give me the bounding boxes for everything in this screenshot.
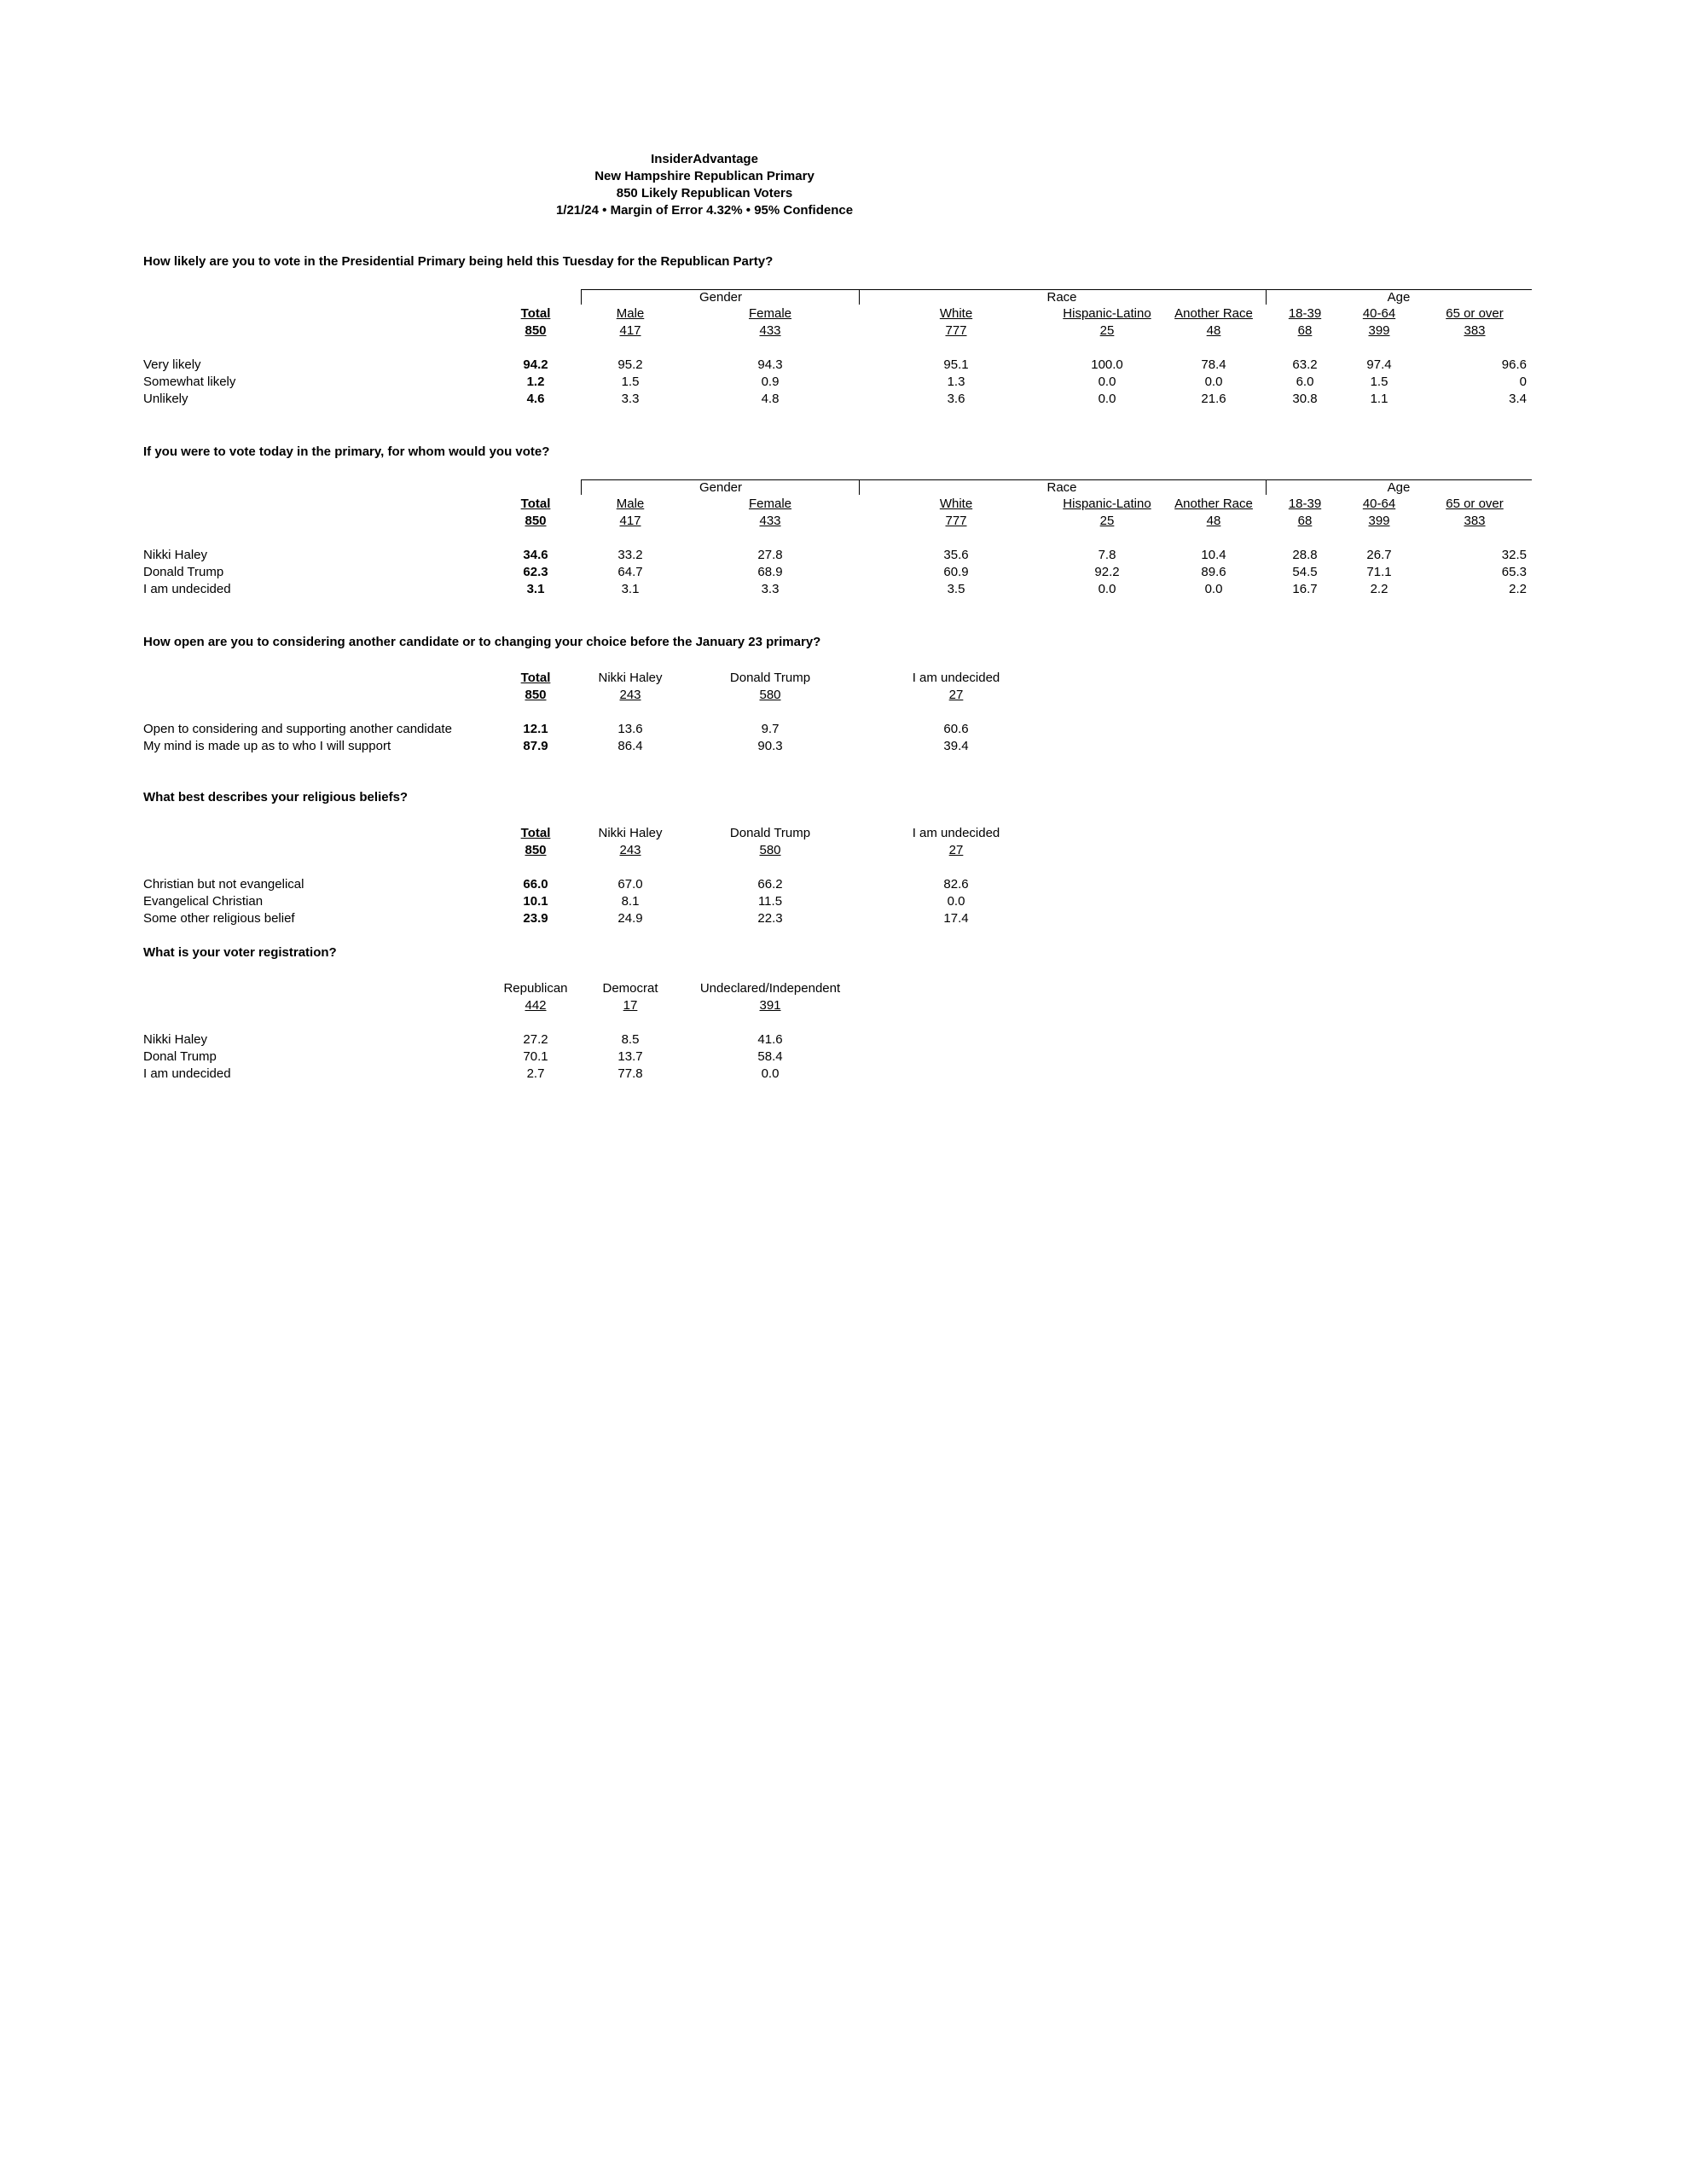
cell-value: 1.3	[947, 375, 965, 389]
row-label: Christian but not evangelical	[143, 877, 304, 892]
report-title: New Hampshire Republican Primary	[594, 169, 815, 183]
cell-value: 23.9	[523, 911, 548, 926]
cell-value: 24.9	[617, 911, 643, 926]
column-header: Total	[520, 497, 551, 511]
group-header: Gender	[699, 480, 743, 495]
cell-value: 96.6	[1501, 357, 1527, 372]
cell-value: 7.8	[1098, 548, 1116, 562]
cell-value: 0.0	[1204, 582, 1223, 596]
cell-value: 13.7	[617, 1049, 643, 1064]
row-label: Nikki Haley	[143, 1032, 208, 1047]
cell-value: 1.5	[1370, 375, 1388, 389]
cell-value: 63.2	[1292, 357, 1318, 372]
column-base-n: 433	[759, 323, 781, 338]
group-header: Age	[1387, 290, 1411, 305]
column-base-n: 850	[525, 323, 547, 338]
cell-value: 1.5	[621, 375, 640, 389]
cell-value: 11.5	[757, 894, 783, 909]
cell-value: 3.3	[761, 582, 780, 596]
cell-value: 95.1	[943, 357, 969, 372]
q5-question: What is your voter registration?	[143, 945, 337, 960]
column-base-n: 27	[948, 688, 964, 702]
cell-value: 6.0	[1296, 375, 1314, 389]
column-header: 65 or over	[1446, 306, 1504, 321]
column-header: Male	[616, 497, 645, 511]
cell-value: 10.4	[1201, 548, 1226, 562]
cell-value: 0.9	[761, 375, 780, 389]
cell-value: 1.2	[526, 375, 545, 389]
column-base-n: 25	[1099, 323, 1115, 338]
cell-value: 10.1	[523, 894, 548, 909]
cell-value: 41.6	[757, 1032, 783, 1047]
row-label: I am undecided	[143, 582, 231, 596]
row-label: Somewhat likely	[143, 375, 236, 389]
cell-value: 1.1	[1370, 392, 1388, 406]
row-label: Donald Trump	[143, 565, 224, 579]
report-org: InsiderAdvantage	[651, 152, 758, 166]
cell-value: 97.4	[1366, 357, 1392, 372]
column-base-n: 17	[623, 998, 638, 1013]
q2-group-divider	[1266, 479, 1267, 495]
column-header: 18-39	[1288, 306, 1322, 321]
column-base-n: 850	[525, 514, 547, 528]
column-base-n: 777	[945, 514, 967, 528]
q1-question: How likely are you to vote in the Presidential Primary being held this Tuesday for the Republican Party?	[143, 254, 774, 269]
cell-value: 100.0	[1091, 357, 1123, 372]
cell-value: 94.3	[757, 357, 783, 372]
column-base-n: 417	[619, 514, 641, 528]
column-base-n: 27	[948, 843, 964, 857]
cell-value: 89.6	[1201, 565, 1226, 579]
group-header: Race	[1046, 480, 1077, 495]
cell-value: 54.5	[1292, 565, 1318, 579]
cell-value: 68.9	[757, 565, 783, 579]
cell-value: 3.4	[1509, 392, 1527, 406]
column-header: 65 or over	[1446, 497, 1504, 511]
cell-value: 27.2	[523, 1032, 548, 1047]
q1-group-divider	[859, 289, 860, 305]
report-sample: 850 Likely Republican Voters	[616, 186, 793, 200]
cell-value: 4.6	[526, 392, 545, 406]
group-header: Age	[1387, 480, 1411, 495]
column-base-n: 777	[945, 323, 967, 338]
cell-value: 0.0	[1098, 582, 1116, 596]
cell-value: 39.4	[943, 739, 969, 753]
column-base-n: 433	[759, 514, 781, 528]
column-base-n: 243	[619, 688, 641, 702]
cell-value: 71.1	[1366, 565, 1392, 579]
column-base-n: 391	[759, 998, 781, 1013]
cell-value: 17.4	[943, 911, 969, 926]
column-header: Hispanic-Latino	[1063, 306, 1151, 321]
group-header: Gender	[699, 290, 743, 305]
cell-value: 3.3	[621, 392, 640, 406]
column-base-n: 580	[759, 843, 781, 857]
cell-value: 58.4	[757, 1049, 783, 1064]
cell-value: 66.0	[523, 877, 548, 892]
cell-value: 3.6	[947, 392, 965, 406]
column-header: Donald Trump	[729, 826, 811, 840]
cell-value: 82.6	[943, 877, 969, 892]
q2-group-divider	[581, 479, 582, 495]
column-header: Democrat	[602, 981, 658, 996]
cell-value: 87.9	[523, 739, 548, 753]
column-base-n: 442	[525, 998, 547, 1013]
cell-value: 0	[1519, 375, 1527, 389]
cell-value: 62.3	[523, 565, 548, 579]
cell-value: 13.6	[617, 722, 643, 736]
cell-value: 33.2	[617, 548, 643, 562]
cell-value: 0.0	[761, 1066, 780, 1081]
column-header: Undeclared/Independent	[699, 981, 841, 996]
cell-value: 60.6	[943, 722, 969, 736]
report-meta: 1/21/24 • Margin of Error 4.32% • 95% Confidence	[555, 203, 854, 218]
cell-value: 86.4	[617, 739, 643, 753]
column-header: Total	[520, 306, 551, 321]
cell-value: 64.7	[617, 565, 643, 579]
cell-value: 30.8	[1292, 392, 1318, 406]
column-header: White	[939, 497, 973, 511]
column-header: Female	[748, 306, 792, 321]
row-label: My mind is made up as to who I will support	[143, 739, 391, 753]
column-base-n: 25	[1099, 514, 1115, 528]
column-header: Nikki Haley	[598, 671, 663, 685]
column-base-n: 243	[619, 843, 641, 857]
cell-value: 12.1	[523, 722, 548, 736]
cell-value: 60.9	[943, 565, 969, 579]
cell-value: 22.3	[757, 911, 783, 926]
cell-value: 90.3	[757, 739, 783, 753]
q2-group-divider	[859, 479, 860, 495]
row-label: Some other religious belief	[143, 911, 295, 926]
column-header: 40-64	[1362, 306, 1396, 321]
cell-value: 21.6	[1201, 392, 1226, 406]
column-base-n: 383	[1464, 323, 1486, 338]
column-header: Female	[748, 497, 792, 511]
cell-value: 2.2	[1370, 582, 1388, 596]
column-base-n: 417	[619, 323, 641, 338]
column-base-n: 383	[1464, 514, 1486, 528]
cell-value: 28.8	[1292, 548, 1318, 562]
column-base-n: 850	[525, 843, 547, 857]
q1-group-divider	[581, 289, 582, 305]
column-base-n: 399	[1368, 514, 1390, 528]
column-header: Male	[616, 306, 645, 321]
cell-value: 66.2	[757, 877, 783, 892]
q4-question: What best describes your religious beliefs?	[143, 790, 409, 804]
cell-value: 8.5	[621, 1032, 640, 1047]
cell-value: 67.0	[617, 877, 643, 892]
cell-value: 9.7	[761, 722, 780, 736]
column-header: Republican	[503, 981, 568, 996]
column-base-n: 580	[759, 688, 781, 702]
cell-value: 2.2	[1509, 582, 1527, 596]
cell-value: 92.2	[1094, 565, 1120, 579]
cell-value: 0.0	[1098, 375, 1116, 389]
column-base-n: 48	[1206, 323, 1221, 338]
row-label: Very likely	[143, 357, 201, 372]
column-header: Another Race	[1174, 306, 1253, 321]
cell-value: 0.0	[947, 894, 965, 909]
q1-group-divider	[1266, 289, 1267, 305]
column-header: I am undecided	[912, 826, 1000, 840]
cell-value: 8.1	[621, 894, 640, 909]
column-base-n: 48	[1206, 514, 1221, 528]
column-header: Total	[520, 671, 551, 685]
cell-value: 95.2	[617, 357, 643, 372]
column-header: White	[939, 306, 973, 321]
column-base-n: 68	[1297, 514, 1313, 528]
cell-value: 3.1	[621, 582, 640, 596]
cell-value: 34.6	[523, 548, 548, 562]
cell-value: 0.0	[1098, 392, 1116, 406]
cell-value: 78.4	[1201, 357, 1226, 372]
row-label: I am undecided	[143, 1066, 231, 1081]
column-header: Nikki Haley	[598, 826, 663, 840]
cell-value: 26.7	[1366, 548, 1392, 562]
q2-question: If you were to vote today in the primary, for whom would you vote?	[143, 444, 550, 459]
cell-value: 35.6	[943, 548, 969, 562]
column-header: Another Race	[1174, 497, 1253, 511]
cell-value: 32.5	[1501, 548, 1527, 562]
q3-question: How open are you to considering another candidate or to changing your choice before the January 23 primary?	[143, 635, 821, 649]
cell-value: 16.7	[1292, 582, 1318, 596]
cell-value: 2.7	[526, 1066, 545, 1081]
cell-value: 77.8	[617, 1066, 643, 1081]
cell-value: 4.8	[761, 392, 780, 406]
row-label: Open to considering and supporting another candidate	[143, 722, 452, 736]
cell-value: 94.2	[523, 357, 548, 372]
row-label: Nikki Haley	[143, 548, 208, 562]
group-header: Race	[1046, 290, 1077, 305]
cell-value: 27.8	[757, 548, 783, 562]
column-base-n: 850	[525, 688, 547, 702]
row-label: Evangelical Christian	[143, 894, 264, 909]
column-base-n: 68	[1297, 323, 1313, 338]
column-header: 18-39	[1288, 497, 1322, 511]
cell-value: 0.0	[1204, 375, 1223, 389]
cell-value: 70.1	[523, 1049, 548, 1064]
column-base-n: 399	[1368, 323, 1390, 338]
column-header: I am undecided	[912, 671, 1000, 685]
cell-value: 3.1	[526, 582, 545, 596]
cell-value: 3.5	[947, 582, 965, 596]
row-label: Unlikely	[143, 392, 188, 406]
cell-value: 65.3	[1501, 565, 1527, 579]
row-label: Donal Trump	[143, 1049, 217, 1064]
column-header: Hispanic-Latino	[1063, 497, 1151, 511]
column-header: Total	[520, 826, 551, 840]
column-header: Donald Trump	[729, 671, 811, 685]
column-header: 40-64	[1362, 497, 1396, 511]
